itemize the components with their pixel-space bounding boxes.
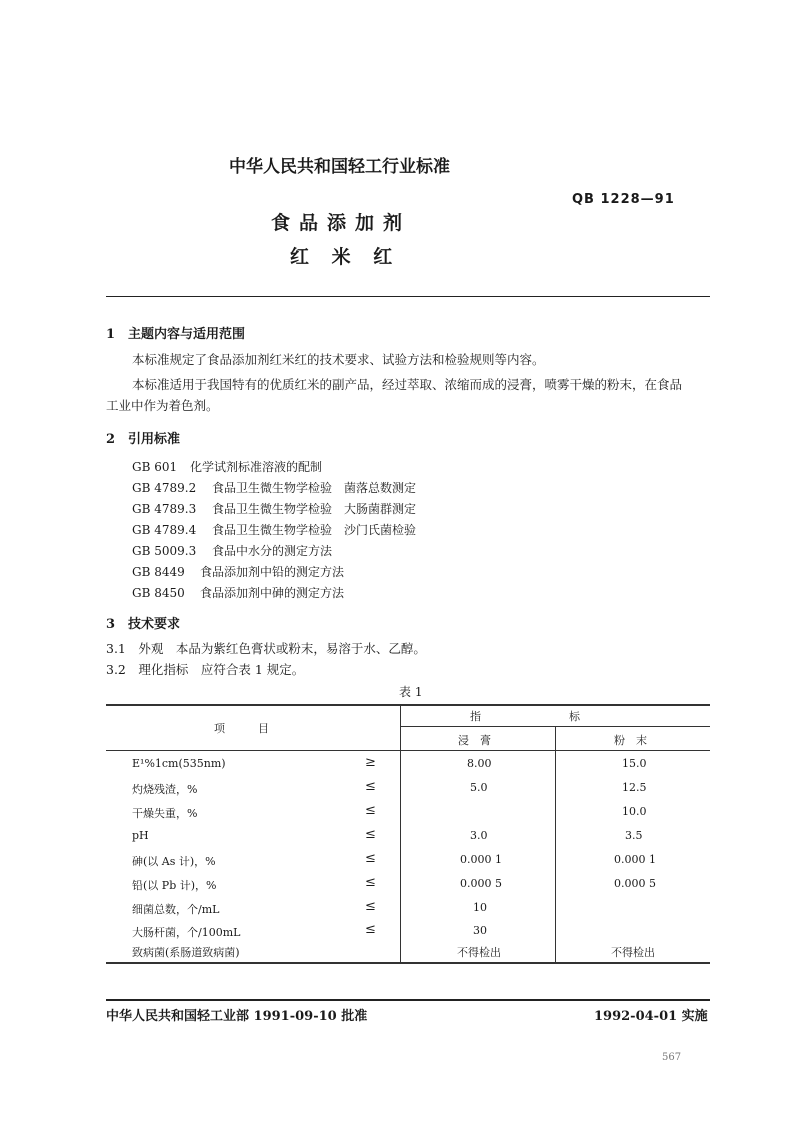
table-row-paste: 8.00 <box>467 757 492 770</box>
reference-code: GB 4789.2 <box>132 481 197 495</box>
table-row-item: 细菌总数，个/mL <box>132 903 220 916</box>
table-row-item: 干燥失重，% <box>132 807 198 820</box>
page-number: 567 <box>662 1052 682 1063</box>
reference-item <box>132 542 332 559</box>
table-header-index: 指 标 <box>470 710 580 723</box>
reference-code: GB 8450 <box>132 586 185 600</box>
document-title: 食品添加剂 <box>271 212 412 234</box>
table-row-powder: 3.5 <box>625 829 643 842</box>
table-row-paste: 0.000 1 <box>460 853 502 866</box>
table-row-powder: 10.0 <box>622 805 647 818</box>
table-row-powder: 15.0 <box>622 757 647 770</box>
issuing-organization: 中华人民共和国轻工行业标准 <box>229 157 450 177</box>
section-1-heading: 1 主题内容与适用范围 <box>106 327 246 342</box>
table-row-powder: 12.5 <box>622 781 647 794</box>
approval-line: 中华人民共和国轻工业部 1991-09-10 批准 <box>106 1009 368 1024</box>
reference-code: GB 4789.4 <box>132 523 197 537</box>
implementation-date: 1992-04-01 实施 <box>594 1009 708 1024</box>
table-row-operator: ≥ <box>365 755 376 770</box>
table-top-rule <box>106 704 710 706</box>
table-row-operator: ≤ <box>365 899 376 914</box>
table-row-powder: 不得检出 <box>611 946 655 959</box>
table-row-item: E¹%1cm(535nm) <box>132 757 226 770</box>
reference-title: 食品添加剂中砷的测定方法 <box>200 586 345 600</box>
document-subtitle: 红 米 红 <box>290 246 401 268</box>
table-bottom-rule <box>106 962 710 964</box>
table-caption: 表 1 <box>399 685 423 699</box>
table-row-paste: 10 <box>473 901 487 914</box>
table-row-item: 灼烧残渣，% <box>132 783 198 796</box>
reference-title: 食品中水分的测定方法 <box>212 544 333 558</box>
table-column-divider <box>555 726 556 962</box>
table-row-powder: 0.000 5 <box>614 877 656 890</box>
reference-code: GB 601 <box>132 460 178 474</box>
table-header-paste: 浸 膏 <box>458 734 491 747</box>
section-1-paragraph-1: 本标准规定了食品添加剂红米红的技术要求、试验方法和检验规则等内容。 <box>132 352 545 367</box>
section-3-heading: 3 技术要求 <box>106 617 181 632</box>
section-2-heading: 2 引用标准 <box>106 432 181 447</box>
table-row-paste: 30 <box>473 924 487 937</box>
table-row-item: 致病菌(系肠道致病菌) <box>132 946 240 959</box>
table-column-divider <box>400 704 401 962</box>
table-row-operator: ≤ <box>365 827 376 842</box>
table-row-item: 大肠杆菌，个/100mL <box>132 926 241 939</box>
reference-title: 食品卫生微生物学检验 沙门氏菌检验 <box>212 523 417 537</box>
table-header-powder: 粉 末 <box>614 734 647 747</box>
reference-title: 食品卫生微生物学检验 大肠菌群测定 <box>212 502 417 516</box>
section-3-2-text: 3.2 理化指标 应符合表 1 规定。 <box>106 662 305 677</box>
table-row-operator: ≤ <box>365 779 376 794</box>
table-header-rule <box>106 750 710 751</box>
reference-code: GB 8449 <box>132 565 185 579</box>
reference-item <box>132 479 416 496</box>
table-row-operator: ≤ <box>365 922 376 937</box>
reference-item <box>132 584 344 601</box>
table-row-operator: ≤ <box>365 803 376 818</box>
section-1-paragraph-2: 本标准适用于我国特有的优质红米的副产品，经过萃取、浓缩而成的浸膏，喷雾干燥的粉末，在食品 <box>132 377 683 392</box>
reference-item <box>132 563 344 580</box>
reference-title: 化学试剂标准溶液的配制 <box>190 460 323 474</box>
reference-code: GB 4789.3 <box>132 502 197 516</box>
section-3-1-text: 3.1 外观 本品为紫红色膏状或粉末，易溶于水、乙醇。 <box>106 641 426 656</box>
section-1-paragraph-2-cont: 工业中作为着色剂。 <box>106 398 219 413</box>
footer-rule <box>106 999 710 1001</box>
table-row-item: pH <box>132 829 149 842</box>
table-row-paste: 不得检出 <box>457 946 501 959</box>
table-row-operator: ≤ <box>365 851 376 866</box>
table-row-paste: 0.000 5 <box>460 877 502 890</box>
reference-item <box>132 458 322 475</box>
reference-item <box>132 521 416 538</box>
standard-code: QB 1228—91 <box>572 192 675 207</box>
table-header-item: 项 目 <box>214 722 269 735</box>
table-row-powder: 0.000 1 <box>614 853 656 866</box>
reference-title: 食品添加剂中铅的测定方法 <box>200 565 345 579</box>
header-rule <box>106 296 710 297</box>
table-row-item: 铅(以 Pb 计)，% <box>132 879 217 892</box>
reference-code: GB 5009.3 <box>132 544 197 558</box>
table-row-operator: ≤ <box>365 875 376 890</box>
table-row-paste: 3.0 <box>470 829 488 842</box>
table-row-paste: 5.0 <box>470 781 488 794</box>
reference-title: 食品卫生微生物学检验 菌落总数测定 <box>212 481 417 495</box>
reference-item <box>132 500 416 517</box>
table-row-item: 砷(以 As 计)，% <box>132 855 216 868</box>
